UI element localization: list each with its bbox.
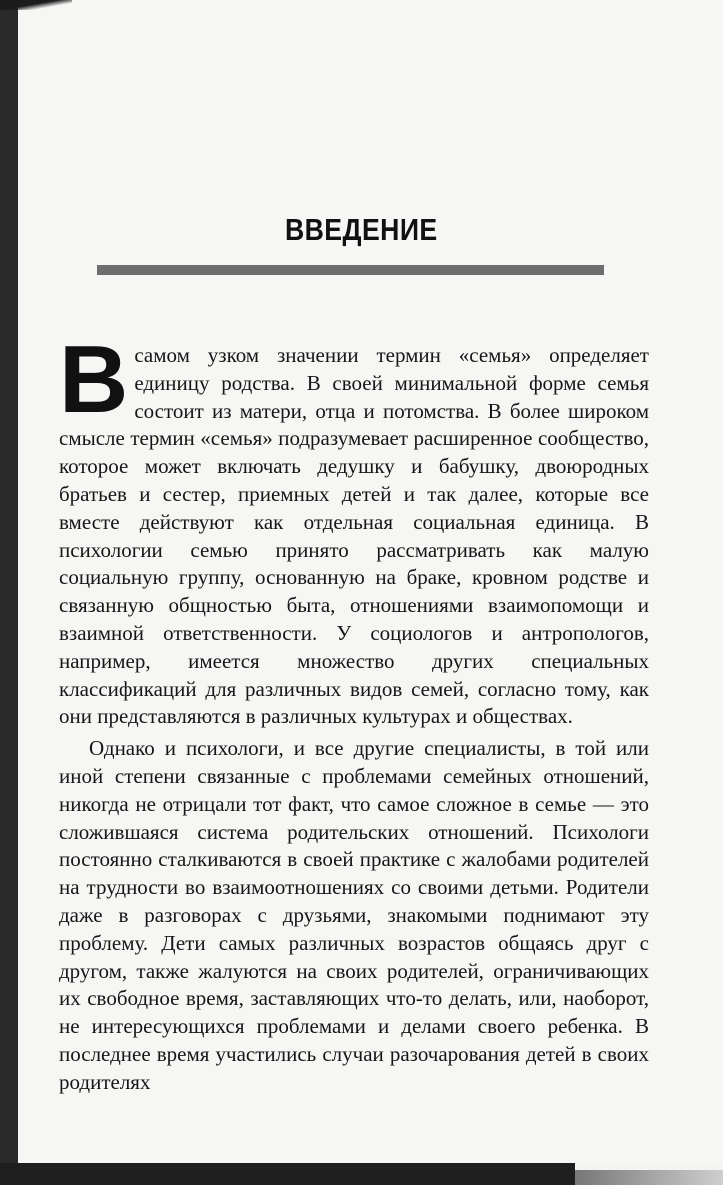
paragraph-2: Однако и психологи, и все другие специалисты, в той или иной степени связанные с проблемами семейных отношений, никогда не отрицали тот факт, что самое сложное в семье — это сложившаяся система родительских отношений. Психологи постоянно сталкиваются в своей практике с жалобами родителей на трудности во взаимоотношениях со своими детьми. Родители даже в разговорах с друзьями, знакомыми поднимают эту проблему. Дети самых различных возрастов общаясь друг с другом, также жалуются на своих родителей, ограничивающих их свободное время, заставляющих что-то делать, или, наоборот, не интересующихся проблемами и делами своего ребенка. В последнее время участились случаи разочарования детей в своих родителях [59, 736, 649, 1094]
scan-bottom-shadow [575, 1170, 723, 1185]
scan-left-edge [0, 0, 18, 1185]
scan-top-corner [0, 0, 72, 10]
heading-rule [97, 265, 604, 275]
paragraph-1 [59, 326, 649, 731]
body-text [59, 326, 649, 1097]
paragraph-1-text: самом узком значении термин «семья» определяет единицу родства. В своей минимальной форме семья состоит из матери, отца и потомства. В более широком смысле термин «семья» подразумевает расширенное сообщество, которое может включать дедушку и бабушку, двоюродных братьев и сестер, приемных детей и так далее, которые все вместе действуют как отдельная социальная единица. В психологии семью принято рассматривать как малую социальную группу, основанную на браке, кровном родстве и связанную общностью быта, отношениями взаимопомощи и взаимной ответственности. У социологов и антропологов, например, имеется множество других специальных классификаций для различных видов семей, согласно тому, как они представляются в различных культурах и обществах. [59, 343, 649, 729]
chapter-heading: ВВЕДЕНИЕ [284, 212, 438, 247]
drop-cap: В [59, 326, 129, 433]
scan-bottom-edge [0, 1163, 575, 1185]
